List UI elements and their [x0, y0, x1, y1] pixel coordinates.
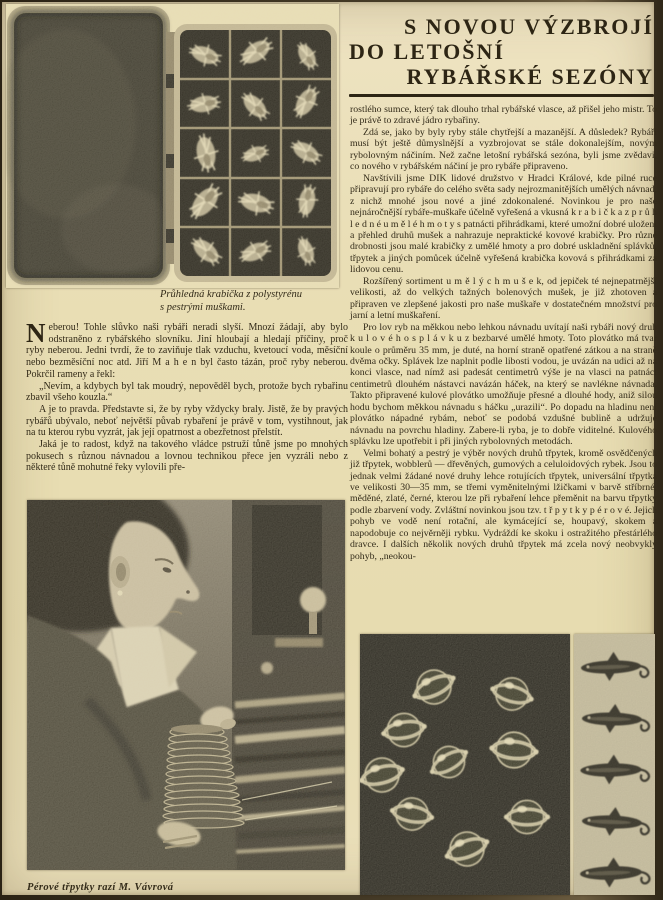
page-paper — [2, 2, 657, 895]
paragraph: Jaká je to radost, když na takového vládce pstruží tůně jsme po mnohých pokusech s různou návnadou a lovnou technikou přece jen vyzráli nebo z některé tůně mohutné řeky vylovili pře- — [26, 439, 348, 474]
article-title — [349, 14, 654, 89]
title-line-1: S NOVOU VÝZBROJÍ — [404, 14, 654, 39]
title-rule — [349, 94, 654, 97]
left-text-column — [26, 318, 348, 474]
paragraph: Rozšířený sortiment u m ě l ý c h m u š e k, od jepiček té nejnepatrnější velikosti, až do velkých tažných bolenových mušek, je již zhotoven a připraven ve zlepšené jakosti pro naše muškaře v dostatečném množství pro jarní a letní muškaření. — [350, 275, 657, 322]
paragraph: rostlého sumce, který tak dlouho trhal rybářské vlasce, až přišel jeho mistr. To je právě to zdravé jádro rybařiny. — [350, 104, 657, 127]
paragraph: A je to pravda. Představte si, že by ryby vždycky braly. Jistě, že by pravých rybářů ubývalo, neboť největší půvab rybaření je právě v tom, vystihnout, jak na tu kterou rybu vyzrát, jak její opatrnost a obezřetnost přelstít. — [26, 403, 348, 439]
drop-cap: N — [26, 318, 46, 348]
woman-photo-caption: Pérové třpytky razí M. Vávrová — [27, 882, 174, 893]
flybox-caption-line2: s pestrými muškami. — [160, 301, 246, 313]
flybox-caption — [160, 289, 350, 314]
floats-photo — [360, 634, 570, 895]
paragraph — [26, 318, 348, 381]
flybox-caption-line1: Průhledná krabička z polystyrénu — [160, 289, 303, 300]
title-line-3: RYBÁŘSKÉ SEZÓNY — [406, 64, 654, 89]
wobblers-photo — [574, 634, 655, 895]
title-line-2: DO LETOŠNÍ — [349, 39, 505, 64]
paragraph: Navštívili jsme DIK lidové družstvo v Hradci Králové, kde pilné ruce připravují pro rybáře do celého světa sady nejrozmanitějších umělých návnad, z nichž mnohé jsou nové a jiné zdokonalené. Novinkou je pro naše nejnáročnější rybáře-muškaře účelně vyřešená a vkusná k r a b i č k a z p r ů h l e d n é u m ě l é h m o t y s patnácti přihrádkami, které umožní dobré uložení a přehled druhů mušek a nahrazuje nepraktické kovové krabičky. Pro různé drobnosti jsou malé krabičky z umělé hmoty a pro dobré uskladnění splávků, třpytek a jiných pomůcek účelně vyřešená krabička kovová s přihrádkami za lidovou cenu. — [350, 172, 657, 276]
paragraph-text: eberou! Tohle slůvko naši rybáři neradi slyší. Mnozí žádají, aby bylo odstraněno z rybářského slovníku. Jiní hloubají a hledají příčiny, proč ryby neberou. Jedni tvrdí, že to zaviňuje tlak vzduchu, kvetoucí voda, měsíční nebo bezměsíční noc atd. Jiří M a h e n byl často tázán, proč ryby neberou. Pokrčil rameny a řekl: — [26, 322, 348, 380]
paragraph: Pro lov ryb na měkkou nebo lehkou návnadu uvítají naši rybáři nový druh k u l o v é h o s p l á v k u z bezbarvé umělé hmoty. Toto plovátko má tvar koule o průměru 35 mm, je duté, na horní straně opatřené zátkou a na straně dvěma očky. Splávek lze naplnit podle libosti vodou, je uvázán na udici až na konci vlasce, nad nímž asi padesát centimetrů výše je na vlasci na patnáct centimetrů dlouhém nástavci navázán háček, na který se navlékne návnada. Takto připravené kulové plovátko umožňuje přesné a dlouhé hody, aniž silou hodu bychom měkkou návnadu s háčku „urazili“. Po dopadu na hladinu není plovátko nápadné rybám, neboť se podobá vzdušné bublině a udržuje návnadu na povrchu hladiny. Zabere-li ryba, je to dobře viditelné. Kulového splávku lze upotřebit i při jiných rybolovných metodách. — [350, 321, 657, 448]
paragraph: Zdá se, jako by byly ryby stále chytřejší a mazanější. A důsledek? Rybáři musí být ještě důmyslnější a vyzbrojovat se stále dokonalejším, novým rybolovným náčiním. Než začne letošní rybářská sezóna, byli jsme zvědavi, co nového v rybářském náčiní je pro rybáře připraveno. — [350, 126, 657, 173]
right-text-column — [350, 104, 657, 562]
paragraph: „Nevím, a kdybych byl tak moudrý, nepověděl bych, protože bych rybařinu zbavil všeho kouzla.“ — [26, 380, 348, 404]
flybox-photo — [6, 4, 339, 288]
woman-press-photo — [27, 500, 345, 870]
paragraph: Velmi bohatý a pestrý je výběr nových druhů třpytek, kromě osvědčených již třpytek, wobblerů — dřevěných, gumových a celuloidových rybek. Jsou to jednak velmi žádané nové druhy lehce rotujících třpytek, universální třpytka ve velikosti 30—35 mm, se třemi vyměnitelnými lžičkami v barvě stříbrné, měděné, zlaté, černé, kterou lze při rybaření lehce přeměnit na barvu třpytky podle zbarvení vody. Zvláštní novinkou jsou tzv. t ř p y t k y p é r o v é. Jejich pohyb ve vodě není rotační, ale kymácející se, houpavý, skokem a napodobuje co nejvěrněji rybku. Vydráždí ke skoku i ostražitého přestárlého dravce. I dalších několik nových druhů třpytek má zcela nový neobvyklý pohyb, „neokou- — [350, 447, 657, 562]
